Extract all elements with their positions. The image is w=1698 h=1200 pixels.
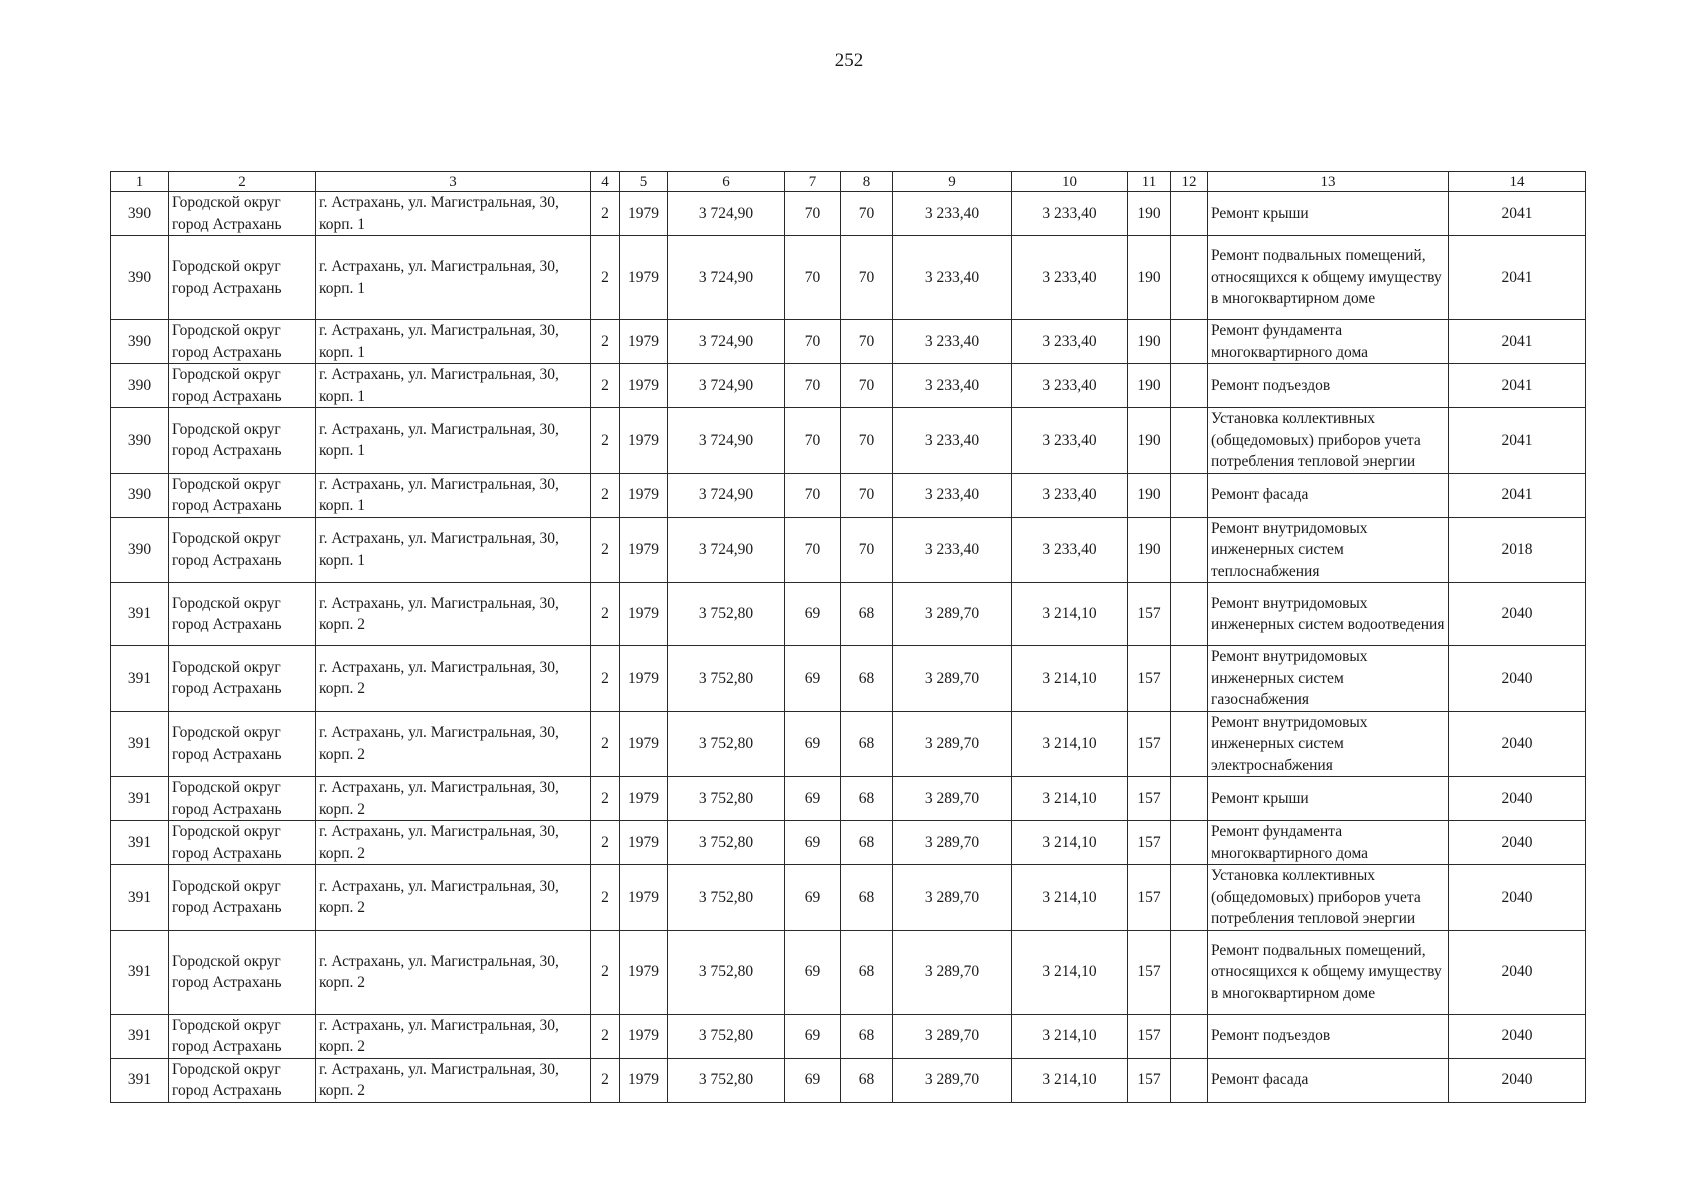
column-12-cell — [1171, 646, 1208, 712]
year-built-cell: 1979 — [620, 320, 668, 364]
floors-cell: 2 — [591, 320, 620, 364]
planned-year-cell: 2041 — [1449, 320, 1586, 364]
column-11-cell: 190 — [1128, 408, 1171, 474]
address-cell: г. Астрахань, ул. Магистральная, 30, корп. 2 — [316, 646, 591, 712]
column-8-cell: 70 — [841, 408, 893, 474]
planned-year-cell: 2040 — [1449, 821, 1586, 865]
total-area-cell: 3 752,80 — [668, 711, 785, 777]
column-12-cell — [1171, 1014, 1208, 1058]
column-9-cell: 3 289,70 — [893, 930, 1012, 1014]
floors-cell: 2 — [591, 473, 620, 517]
column-7-cell: 69 — [785, 1058, 841, 1102]
total-area-cell: 3 724,90 — [668, 236, 785, 320]
column-9-cell: 3 289,70 — [893, 711, 1012, 777]
column-8-cell: 70 — [841, 364, 893, 408]
column-7-cell: 69 — [785, 777, 841, 821]
column-8-cell: 70 — [841, 473, 893, 517]
work-type-cell: Ремонт подвальных помещений, относящихся к общему имуществу в многоквартирном доме — [1208, 236, 1449, 320]
column-11-cell: 190 — [1128, 364, 1171, 408]
column-number: 3 — [316, 172, 591, 192]
year-built-cell: 1979 — [620, 1014, 668, 1058]
planned-year-cell: 2040 — [1449, 777, 1586, 821]
column-10-cell: 3 214,10 — [1012, 583, 1128, 646]
column-number: 6 — [668, 172, 785, 192]
floors-cell: 2 — [591, 583, 620, 646]
column-8-cell: 70 — [841, 320, 893, 364]
work-type-cell: Ремонт фасада — [1208, 473, 1449, 517]
row-number-cell: 390 — [111, 408, 169, 474]
municipality-cell: Городской округ город Астрахань — [169, 517, 316, 583]
table-row — [111, 320, 1586, 364]
column-7-cell: 70 — [785, 236, 841, 320]
column-8-cell: 70 — [841, 517, 893, 583]
column-9-cell: 3 233,40 — [893, 473, 1012, 517]
year-built-cell: 1979 — [620, 1058, 668, 1102]
column-8-cell: 68 — [841, 1058, 893, 1102]
planned-year-cell: 2040 — [1449, 711, 1586, 777]
row-number-cell: 391 — [111, 821, 169, 865]
column-9-cell: 3 233,40 — [893, 320, 1012, 364]
floors-cell: 2 — [591, 930, 620, 1014]
column-10-cell: 3 214,10 — [1012, 711, 1128, 777]
column-9-cell: 3 289,70 — [893, 865, 1012, 931]
total-area-cell: 3 724,90 — [668, 320, 785, 364]
table-row — [111, 777, 1586, 821]
total-area-cell: 3 752,80 — [668, 930, 785, 1014]
row-number-cell: 390 — [111, 517, 169, 583]
year-built-cell: 1979 — [620, 236, 668, 320]
column-11-cell: 157 — [1128, 821, 1171, 865]
table-row — [111, 517, 1586, 583]
address-cell: г. Астрахань, ул. Магистральная, 30, корп. 1 — [316, 236, 591, 320]
floors-cell: 2 — [591, 236, 620, 320]
column-8-cell: 68 — [841, 865, 893, 931]
year-built-cell: 1979 — [620, 821, 668, 865]
column-12-cell — [1171, 408, 1208, 474]
address-cell: г. Астрахань, ул. Магистральная, 30, корп. 2 — [316, 1058, 591, 1102]
work-type-cell: Ремонт крыши — [1208, 192, 1449, 236]
address-cell: г. Астрахань, ул. Магистральная, 30, корп. 1 — [316, 408, 591, 474]
column-9-cell: 3 233,40 — [893, 517, 1012, 583]
column-10-cell: 3 233,40 — [1012, 408, 1128, 474]
column-9-cell: 3 289,70 — [893, 646, 1012, 712]
year-built-cell: 1979 — [620, 408, 668, 474]
municipality-cell: Городской округ город Астрахань — [169, 473, 316, 517]
table-row — [111, 236, 1586, 320]
work-type-cell: Ремонт фасада — [1208, 1058, 1449, 1102]
municipality-cell: Городской округ город Астрахань — [169, 364, 316, 408]
column-7-cell: 69 — [785, 583, 841, 646]
column-12-cell — [1171, 320, 1208, 364]
column-7-cell: 70 — [785, 364, 841, 408]
column-11-cell: 190 — [1128, 473, 1171, 517]
year-built-cell: 1979 — [620, 517, 668, 583]
address-cell: г. Астрахань, ул. Магистральная, 30, корп. 1 — [316, 364, 591, 408]
column-number-row — [111, 172, 1586, 192]
column-8-cell: 68 — [841, 930, 893, 1014]
floors-cell: 2 — [591, 711, 620, 777]
column-10-cell: 3 214,10 — [1012, 1014, 1128, 1058]
table-row — [111, 865, 1586, 931]
planned-year-cell: 2040 — [1449, 646, 1586, 712]
row-number-cell: 391 — [111, 1058, 169, 1102]
address-cell: г. Астрахань, ул. Магистральная, 30, корп. 2 — [316, 821, 591, 865]
page-number: 252 — [834, 50, 864, 71]
floors-cell: 2 — [591, 865, 620, 931]
column-10-cell: 3 214,10 — [1012, 821, 1128, 865]
column-11-cell: 157 — [1128, 930, 1171, 1014]
work-type-cell: Установка коллективных (общедомовых) приборов учета потребления тепловой энергии — [1208, 408, 1449, 474]
address-cell: г. Астрахань, ул. Магистральная, 30, корп. 1 — [316, 517, 591, 583]
municipality-cell: Городской округ город Астрахань — [169, 777, 316, 821]
row-number-cell: 391 — [111, 865, 169, 931]
municipality-cell: Городской округ город Астрахань — [169, 236, 316, 320]
column-10-cell: 3 233,40 — [1012, 364, 1128, 408]
municipality-cell: Городской округ город Астрахань — [169, 1058, 316, 1102]
table-row — [111, 408, 1586, 474]
address-cell: г. Астрахань, ул. Магистральная, 30, корп. 2 — [316, 930, 591, 1014]
column-11-cell: 157 — [1128, 777, 1171, 821]
column-12-cell — [1171, 192, 1208, 236]
floors-cell: 2 — [591, 777, 620, 821]
work-type-cell: Ремонт внутридомовых инженерных систем теплоснабжения — [1208, 517, 1449, 583]
column-7-cell: 69 — [785, 821, 841, 865]
planned-year-cell: 2041 — [1449, 473, 1586, 517]
column-7-cell: 70 — [785, 192, 841, 236]
row-number-cell: 390 — [111, 473, 169, 517]
column-12-cell — [1171, 865, 1208, 931]
column-10-cell: 3 233,40 — [1012, 192, 1128, 236]
table-row — [111, 930, 1586, 1014]
column-12-cell — [1171, 821, 1208, 865]
column-number: 4 — [591, 172, 620, 192]
floors-cell: 2 — [591, 1058, 620, 1102]
column-11-cell: 157 — [1128, 865, 1171, 931]
total-area-cell: 3 752,80 — [668, 777, 785, 821]
total-area-cell: 3 724,90 — [668, 408, 785, 474]
work-type-cell: Ремонт внутридомовых инженерных систем газоснабжения — [1208, 646, 1449, 712]
column-8-cell: 68 — [841, 646, 893, 712]
column-12-cell — [1171, 777, 1208, 821]
year-built-cell: 1979 — [620, 364, 668, 408]
column-number: 12 — [1171, 172, 1208, 192]
table-row — [111, 711, 1586, 777]
column-number: 2 — [169, 172, 316, 192]
year-built-cell: 1979 — [620, 930, 668, 1014]
work-type-cell: Ремонт внутридомовых инженерных систем электроснабжения — [1208, 711, 1449, 777]
row-number-cell: 390 — [111, 192, 169, 236]
municipality-cell: Городской округ город Астрахань — [169, 192, 316, 236]
column-10-cell: 3 214,10 — [1012, 865, 1128, 931]
table-row — [111, 583, 1586, 646]
column-7-cell: 70 — [785, 517, 841, 583]
column-number: 14 — [1449, 172, 1586, 192]
planned-year-cell: 2040 — [1449, 1058, 1586, 1102]
repair-program-table — [110, 171, 1586, 1103]
column-8-cell: 68 — [841, 821, 893, 865]
column-12-cell — [1171, 364, 1208, 408]
column-11-cell: 157 — [1128, 1058, 1171, 1102]
planned-year-cell: 2041 — [1449, 408, 1586, 474]
floors-cell: 2 — [591, 821, 620, 865]
column-11-cell: 157 — [1128, 583, 1171, 646]
address-cell: г. Астрахань, ул. Магистральная, 30, корп. 2 — [316, 583, 591, 646]
row-number-cell: 391 — [111, 777, 169, 821]
column-7-cell: 70 — [785, 320, 841, 364]
column-11-cell: 157 — [1128, 711, 1171, 777]
total-area-cell: 3 724,90 — [668, 364, 785, 408]
floors-cell: 2 — [591, 192, 620, 236]
column-10-cell: 3 214,10 — [1012, 930, 1128, 1014]
table-row — [111, 192, 1586, 236]
column-8-cell: 68 — [841, 583, 893, 646]
table-body — [111, 192, 1586, 1103]
work-type-cell: Ремонт подъездов — [1208, 364, 1449, 408]
planned-year-cell: 2041 — [1449, 192, 1586, 236]
column-11-cell: 157 — [1128, 1014, 1171, 1058]
year-built-cell: 1979 — [620, 583, 668, 646]
total-area-cell: 3 724,90 — [668, 192, 785, 236]
column-9-cell: 3 233,40 — [893, 192, 1012, 236]
floors-cell: 2 — [591, 364, 620, 408]
total-area-cell: 3 724,90 — [668, 473, 785, 517]
row-number-cell: 390 — [111, 320, 169, 364]
planned-year-cell: 2040 — [1449, 583, 1586, 646]
row-number-cell: 391 — [111, 646, 169, 712]
floors-cell: 2 — [591, 408, 620, 474]
column-8-cell: 68 — [841, 711, 893, 777]
column-11-cell: 190 — [1128, 320, 1171, 364]
column-10-cell: 3 233,40 — [1012, 473, 1128, 517]
address-cell: г. Астрахань, ул. Магистральная, 30, корп. 2 — [316, 1014, 591, 1058]
column-9-cell: 3 233,40 — [893, 236, 1012, 320]
column-number: 5 — [620, 172, 668, 192]
total-area-cell: 3 724,90 — [668, 517, 785, 583]
total-area-cell: 3 752,80 — [668, 821, 785, 865]
column-10-cell: 3 233,40 — [1012, 320, 1128, 364]
floors-cell: 2 — [591, 1014, 620, 1058]
floors-cell: 2 — [591, 517, 620, 583]
column-8-cell: 70 — [841, 236, 893, 320]
year-built-cell: 1979 — [620, 865, 668, 931]
column-10-cell: 3 214,10 — [1012, 646, 1128, 712]
row-number-cell: 391 — [111, 583, 169, 646]
column-10-cell: 3 233,40 — [1012, 517, 1128, 583]
total-area-cell: 3 752,80 — [668, 865, 785, 931]
year-built-cell: 1979 — [620, 192, 668, 236]
column-12-cell — [1171, 711, 1208, 777]
column-9-cell: 3 289,70 — [893, 821, 1012, 865]
column-number: 7 — [785, 172, 841, 192]
planned-year-cell: 2041 — [1449, 236, 1586, 320]
address-cell: г. Астрахань, ул. Магистральная, 30, корп. 1 — [316, 192, 591, 236]
column-12-cell — [1171, 583, 1208, 646]
column-9-cell: 3 289,70 — [893, 583, 1012, 646]
column-12-cell — [1171, 236, 1208, 320]
table-row — [111, 364, 1586, 408]
address-cell: г. Астрахань, ул. Магистральная, 30, корп. 2 — [316, 711, 591, 777]
column-10-cell: 3 214,10 — [1012, 1058, 1128, 1102]
table-row — [111, 646, 1586, 712]
address-cell: г. Астрахань, ул. Магистральная, 30, корп. 2 — [316, 777, 591, 821]
municipality-cell: Городской округ город Астрахань — [169, 930, 316, 1014]
work-type-cell: Установка коллективных (общедомовых) приборов учета потребления тепловой энергии — [1208, 865, 1449, 931]
column-11-cell: 190 — [1128, 192, 1171, 236]
column-9-cell: 3 233,40 — [893, 364, 1012, 408]
total-area-cell: 3 752,80 — [668, 1058, 785, 1102]
column-11-cell: 190 — [1128, 236, 1171, 320]
column-12-cell — [1171, 930, 1208, 1014]
column-11-cell: 157 — [1128, 646, 1171, 712]
row-number-cell: 390 — [111, 364, 169, 408]
year-built-cell: 1979 — [620, 646, 668, 712]
table-row — [111, 1058, 1586, 1102]
total-area-cell: 3 752,80 — [668, 583, 785, 646]
planned-year-cell: 2018 — [1449, 517, 1586, 583]
address-cell: г. Астрахань, ул. Магистральная, 30, корп. 1 — [316, 320, 591, 364]
row-number-cell: 391 — [111, 930, 169, 1014]
column-number: 1 — [111, 172, 169, 192]
municipality-cell: Городской округ город Астрахань — [169, 865, 316, 931]
column-7-cell: 69 — [785, 865, 841, 931]
table-row — [111, 821, 1586, 865]
municipality-cell: Городской округ город Астрахань — [169, 320, 316, 364]
floors-cell: 2 — [591, 646, 620, 712]
column-8-cell: 68 — [841, 1014, 893, 1058]
column-9-cell: 3 289,70 — [893, 777, 1012, 821]
work-type-cell: Ремонт внутридомовых инженерных систем водоотведения — [1208, 583, 1449, 646]
address-cell: г. Астрахань, ул. Магистральная, 30, корп. 2 — [316, 865, 591, 931]
work-type-cell: Ремонт фундамента многоквартирного дома — [1208, 320, 1449, 364]
column-number: 8 — [841, 172, 893, 192]
work-type-cell: Ремонт подъездов — [1208, 1014, 1449, 1058]
column-10-cell: 3 214,10 — [1012, 777, 1128, 821]
year-built-cell: 1979 — [620, 711, 668, 777]
column-7-cell: 69 — [785, 646, 841, 712]
column-7-cell: 70 — [785, 408, 841, 474]
address-cell: г. Астрахань, ул. Магистральная, 30, корп. 1 — [316, 473, 591, 517]
column-7-cell: 69 — [785, 1014, 841, 1058]
column-12-cell — [1171, 1058, 1208, 1102]
year-built-cell: 1979 — [620, 777, 668, 821]
column-9-cell: 3 289,70 — [893, 1014, 1012, 1058]
row-number-cell: 391 — [111, 711, 169, 777]
column-7-cell: 70 — [785, 473, 841, 517]
work-type-cell: Ремонт крыши — [1208, 777, 1449, 821]
column-9-cell: 3 233,40 — [893, 408, 1012, 474]
total-area-cell: 3 752,80 — [668, 646, 785, 712]
column-7-cell: 69 — [785, 711, 841, 777]
column-number: 10 — [1012, 172, 1128, 192]
column-8-cell: 68 — [841, 777, 893, 821]
municipality-cell: Городской округ город Астрахань — [169, 821, 316, 865]
column-12-cell — [1171, 473, 1208, 517]
table-row — [111, 473, 1586, 517]
year-built-cell: 1979 — [620, 473, 668, 517]
row-number-cell: 391 — [111, 1014, 169, 1058]
municipality-cell: Городской округ город Астрахань — [169, 583, 316, 646]
work-type-cell: Ремонт подвальных помещений, относящихся к общему имуществу в многоквартирном доме — [1208, 930, 1449, 1014]
planned-year-cell: 2040 — [1449, 1014, 1586, 1058]
table-row — [111, 1014, 1586, 1058]
planned-year-cell: 2041 — [1449, 364, 1586, 408]
column-number: 13 — [1208, 172, 1449, 192]
planned-year-cell: 2040 — [1449, 930, 1586, 1014]
column-number: 11 — [1128, 172, 1171, 192]
municipality-cell: Городской округ город Астрахань — [169, 711, 316, 777]
total-area-cell: 3 752,80 — [668, 1014, 785, 1058]
municipality-cell: Городской округ город Астрахань — [169, 646, 316, 712]
column-7-cell: 69 — [785, 930, 841, 1014]
row-number-cell: 390 — [111, 236, 169, 320]
column-8-cell: 70 — [841, 192, 893, 236]
column-12-cell — [1171, 517, 1208, 583]
column-number: 9 — [893, 172, 1012, 192]
work-type-cell: Ремонт фундамента многоквартирного дома — [1208, 821, 1449, 865]
column-11-cell: 190 — [1128, 517, 1171, 583]
planned-year-cell: 2040 — [1449, 865, 1586, 931]
municipality-cell: Городской округ город Астрахань — [169, 1014, 316, 1058]
column-9-cell: 3 289,70 — [893, 1058, 1012, 1102]
column-10-cell: 3 233,40 — [1012, 236, 1128, 320]
municipality-cell: Городской округ город Астрахань — [169, 408, 316, 474]
